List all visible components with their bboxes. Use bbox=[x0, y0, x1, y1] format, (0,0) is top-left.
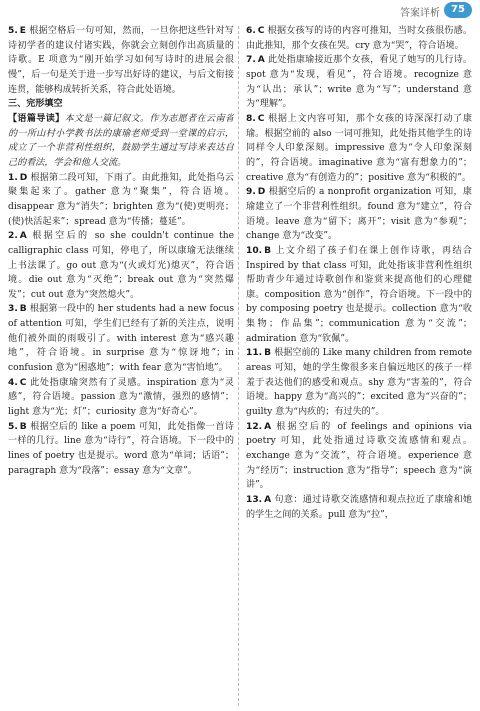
answer-letter: C bbox=[257, 26, 265, 36]
answer-letter: B bbox=[264, 348, 272, 359]
question-number: 6. bbox=[246, 26, 256, 36]
explanation-text: 根据上文内容可知，那个女孩的诗深深打动了康瑜。根据空前的 also 一词可推知，此处指其他学生的诗同样令人印象深刻。impressive 意为“令人印象深刻的”，符合语境。imaginative 意为“富有想象力的”；creative 意为“有创造力的”；positive 意为“积极的”。 bbox=[246, 113, 472, 183]
explanation-text: 根据女孩写的诗的内容可推知，当时女孩很伤感。由此推知，那个女孩在哭。cry 意为“哭”，符合语境。 bbox=[246, 26, 472, 51]
guide-text: 本文是一篇记叙文。作为志愿者在云南省的一所山村小学教书法的康瑜老师受到一堂课的启示，成立了一个非营利性组织，鼓励学生通过写诗来表达自己的看法，学会和他人交流。 bbox=[8, 113, 234, 168]
question-number: 13. bbox=[246, 495, 263, 505]
answer-explanation bbox=[8, 376, 234, 420]
explanation-text: 根据空前的 Like many children from remote areas 可知，她的学生像很多来自偏远地区的孩子一样羞于表达他们的感受和观点。shy 意为“害羞的”，符合语境。happy 意为“高兴的”；excited 意为“兴奋的”；guilty 意为“内疚的；有过失的”。 bbox=[246, 348, 472, 418]
question-number: 9. bbox=[246, 187, 256, 198]
question-number: 4. bbox=[8, 377, 18, 388]
answer-explanation bbox=[246, 53, 472, 112]
answer-explanation bbox=[246, 24, 472, 53]
question-number: 7. bbox=[246, 55, 256, 66]
answer-explanation bbox=[246, 112, 472, 185]
question-number: 3. bbox=[8, 304, 18, 315]
answer-explanation bbox=[246, 185, 472, 244]
question-number: 2. bbox=[8, 231, 18, 242]
question-number: 12. bbox=[246, 421, 263, 432]
answer-explanation bbox=[8, 229, 234, 302]
answer-letter: A bbox=[257, 55, 265, 66]
explanation-text: 上文介绍了孩子们在课上创作诗歌，再结合 Inspired by that class 可知，此处指该非营利性组织帮助青少年通过诗歌创作和鉴赏来提高他们的心理健康。composition 意为“创作”，符合语境。下一段中的 by composing poetry 也是提示。collection 意为“收集物；作品集”；communication 意为“交流”；admiration 意为“钦佩”。 bbox=[246, 245, 472, 344]
question-number: 10. bbox=[246, 245, 263, 256]
answer-explanation bbox=[8, 420, 234, 479]
answer-explanation bbox=[246, 346, 472, 419]
explanation-text: 根据空后的 so she couldn't continue the calligraphic class 可知，停电了，所以康瑜无法继续上书法课了。go out 意为“(火或灯光)熄灭”，符合语境。die out 意为“灭绝”；break out 意为“突然爆发”；cut out 意为“突然熄火”。 bbox=[8, 231, 234, 300]
answer-letter: B bbox=[264, 245, 272, 256]
section-title: 三、完形填空 bbox=[8, 99, 63, 110]
answer-letter: E bbox=[19, 26, 27, 36]
explanation-text: 根据空后的 a nonprofit organization 可知，康瑜建立了一个非营利性组织。found 意为“建立”，符合语境。leave 意为“留下；离开”；visit 意为“参观”；change 意为“改变”。 bbox=[246, 187, 472, 242]
explanation-text: 根据空后的 of feelings and opinions via poetry 可知，此处指通过诗歌交流感情和观点。exchange 意为“交流”，符合语境。experience 意为“经历”；instruction 意为“指导”；speech 意为“演讲”。 bbox=[246, 421, 472, 491]
reading-guide bbox=[8, 112, 234, 171]
answer-letter: B bbox=[19, 421, 27, 432]
answer-letter: A bbox=[264, 421, 272, 432]
explanation-text: 句意：通过诗歌交流感情和观点拉近了康瑜和她的学生之间的关系。pull 意为“拉”， bbox=[246, 495, 472, 520]
answer-letter: B bbox=[19, 304, 27, 315]
explanation-text: 根据第二段可知，下雨了。由此推知，此处指乌云聚集起来了。gather 意为“聚集”，符合语境。disappear 意为“消失”；brighten 意为“(使)更明亮；(使)快活起来”；spread 意为“传播；蔓延”。 bbox=[8, 172, 234, 227]
answer-letter: A bbox=[264, 495, 272, 505]
explanation-text: 根据空后的 like a poem 可知，此处指像一首诗一样的几行。line 意为“诗行”，符合语境。下一段中的 lines of poetry 也是提示。word 意为“单词；话语”；paragraph 意为“段落”；essay 意为“文章”。 bbox=[8, 421, 234, 476]
answer-explanation bbox=[8, 24, 234, 97]
explanation-text: 此处指康瑜突然有了灵感。inspiration 意为“灵感”，符合语境。passion 意为“激情，强烈的感情”；light 意为“光；灯”；curiosity 意为“好奇心”。 bbox=[8, 377, 234, 418]
guide-label: 【语篇导读】 bbox=[8, 113, 65, 124]
left-column bbox=[8, 24, 234, 708]
answer-explanation bbox=[246, 244, 472, 347]
answer-explanation bbox=[246, 493, 472, 522]
question-number: 5. bbox=[8, 421, 18, 432]
question-number: 11. bbox=[246, 348, 263, 359]
answer-letter: C bbox=[257, 113, 265, 124]
column-divider bbox=[238, 26, 239, 706]
explanation-text: 此处指康瑜接近那个女孩，看见了她写的几行诗。spot 意为“发现，看见”，符合语境。recognize 意为“认出；承认”；write 意为“写”；understand 意为“理解”。 bbox=[246, 55, 472, 110]
answer-letter: C bbox=[19, 377, 27, 388]
answer-letter: D bbox=[257, 187, 266, 198]
question-number: 1. bbox=[8, 172, 18, 183]
page-header bbox=[0, 0, 480, 22]
explanation-text: 根据空格后一句可知，然而，一旦你把这些针对写诗初学者的建议付诸实践，你就会立刻创作出高质量的诗歌。E 项意为“刚开始学习如何写诗时的进展会很慢”，后一句是关于进一步写出好诗的建议，与后文衔接连贯，能够构成转折关系，符合此处语境。 bbox=[8, 26, 234, 95]
explanation-text: 根据第一段中的 her students had a new focus of attention 可知，学生们已经有了新的关注点，说明他们被外面的雨吸引了。with interest 意为“感兴趣地”，符合语境。in surprise 意为“惊讶地”；in confusion 意为“困惑地”；with fear 意为“害怕地”。 bbox=[8, 304, 234, 374]
answer-explanation bbox=[246, 420, 472, 493]
header-label: 答案详析 bbox=[400, 8, 440, 19]
question-number: 8. bbox=[246, 113, 256, 124]
right-column bbox=[246, 24, 472, 708]
page-number-badge: 75 bbox=[444, 2, 472, 18]
answer-explanation bbox=[8, 302, 234, 375]
answer-letter: A bbox=[19, 231, 27, 242]
question-number: 5. bbox=[8, 26, 18, 36]
answer-letter: D bbox=[19, 172, 28, 183]
answer-explanation bbox=[8, 171, 234, 230]
